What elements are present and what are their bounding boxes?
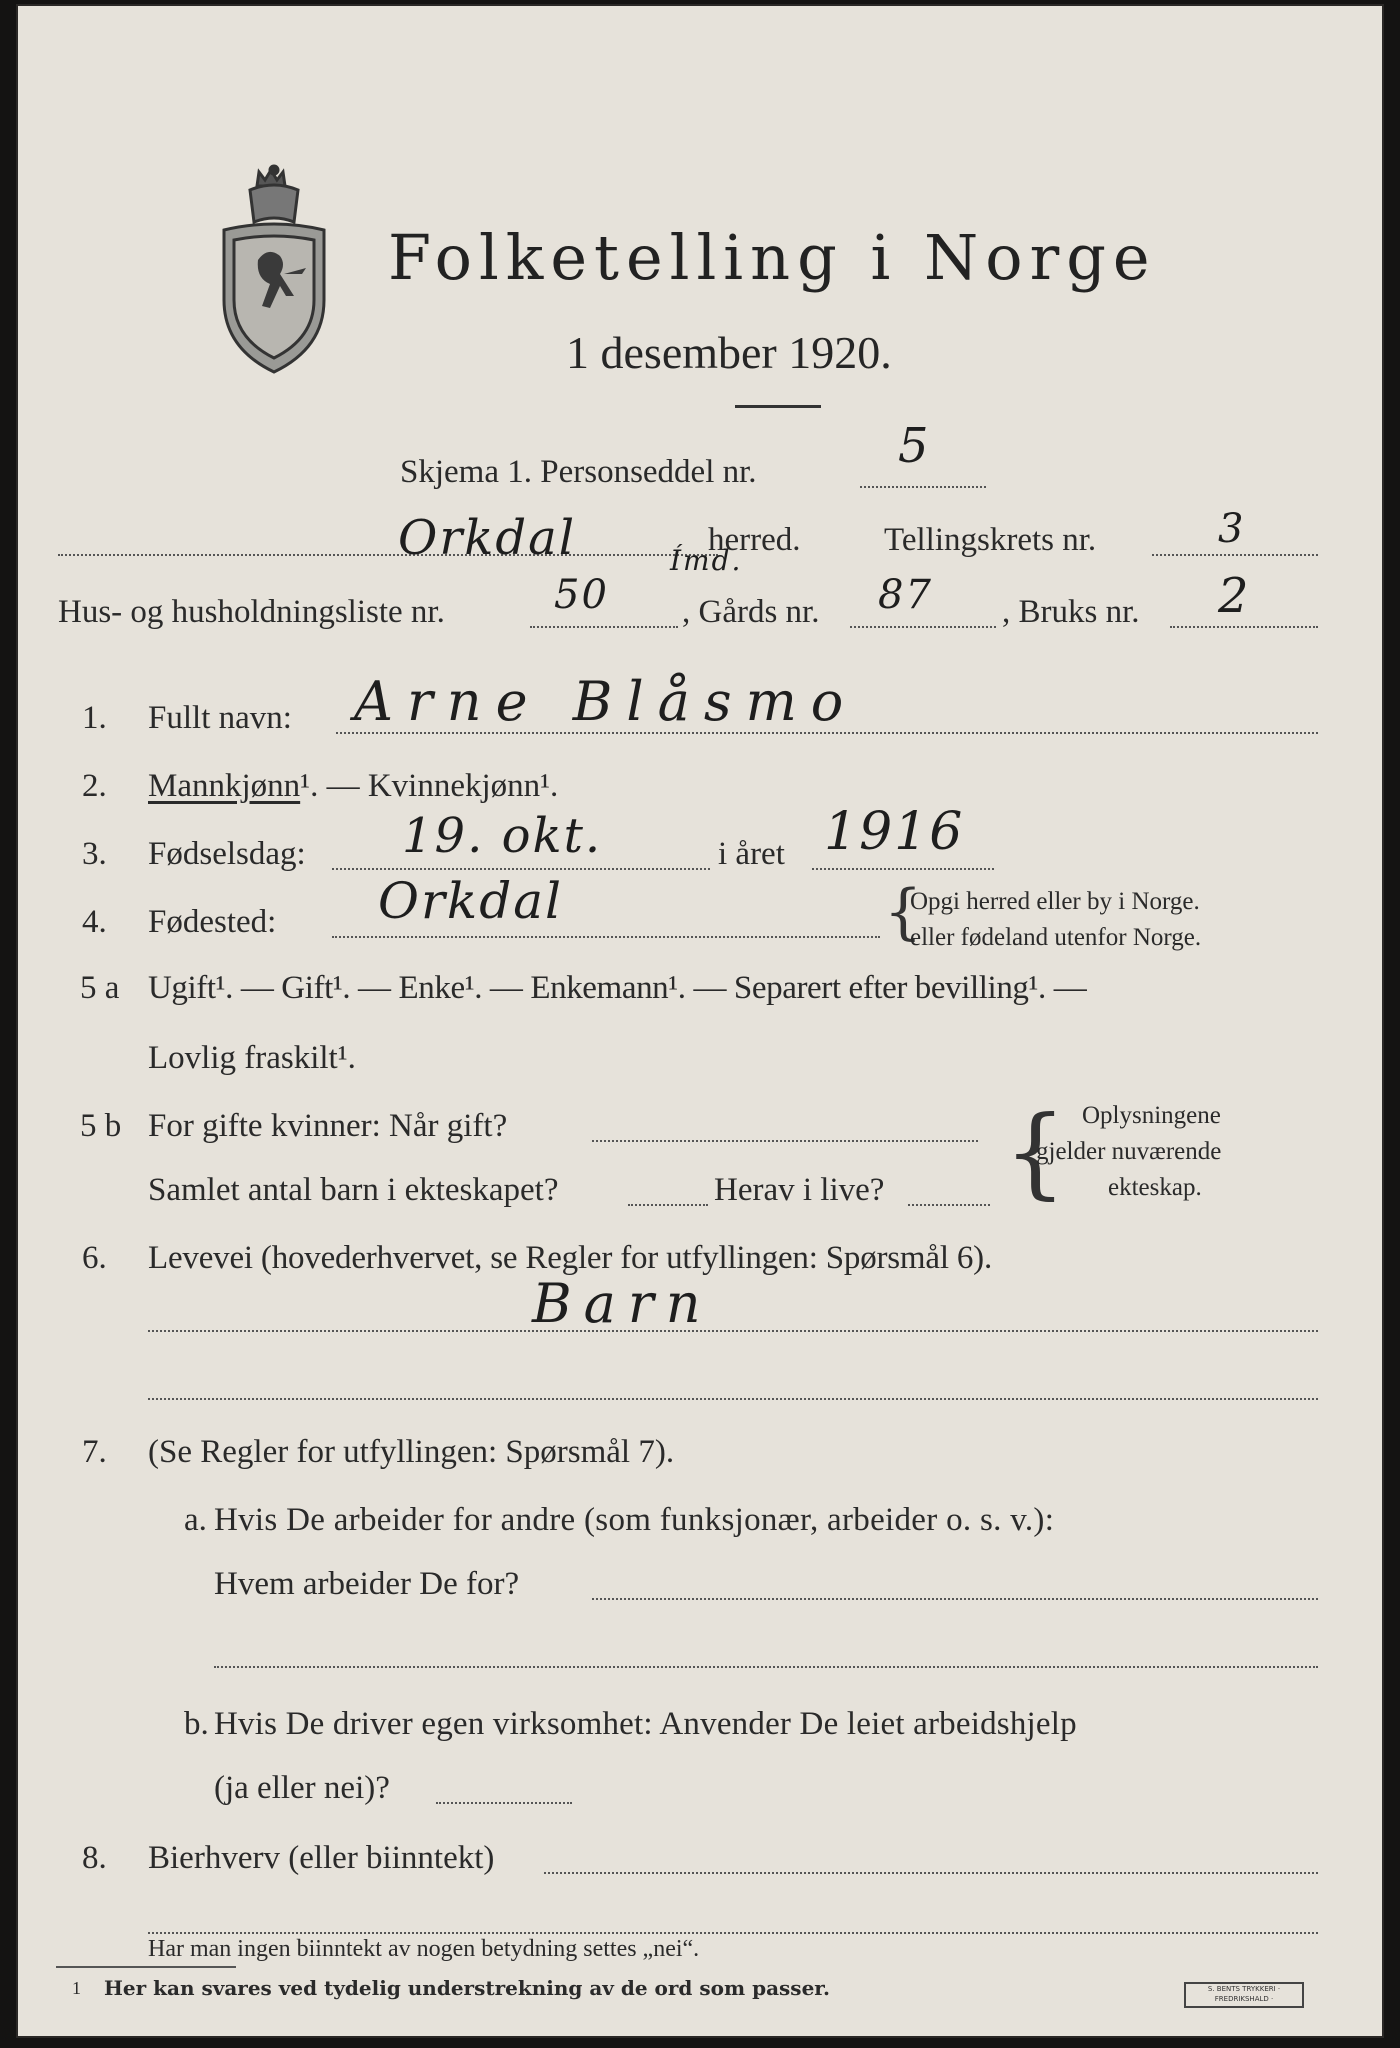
q4-note-line1: Opgi herred eller by i Norge. xyxy=(910,888,1200,915)
census-form xyxy=(18,6,1382,2036)
q3-value[interactable]: 19. okt. xyxy=(402,808,603,864)
q2-separator: ¹. — xyxy=(300,768,368,804)
q4-label: Fødested: xyxy=(148,904,277,940)
q4-value[interactable]: Orkdal xyxy=(378,872,563,930)
q5a-options-line2[interactable]: Lovlig fraskilt¹. xyxy=(148,1040,356,1076)
q4-field-line xyxy=(332,936,880,938)
gards-field-line xyxy=(850,626,996,628)
q6-label: Levevei (hovederhvervet, se Regler for utfyllingen: Spørsmål 6). xyxy=(148,1240,993,1276)
q1-value[interactable]: Arne Blåsmo xyxy=(354,670,858,733)
q7b-line1: Hvis De driver egen virksomhet: Anvender De leiet arbeidshjelp xyxy=(214,1706,1077,1742)
q3-label: Fødselsdag: xyxy=(148,836,306,872)
q7a-field-line2 xyxy=(214,1666,1318,1668)
q7a-field-line1 xyxy=(592,1598,1318,1600)
hus-value[interactable]: 50 xyxy=(554,572,609,618)
title-divider xyxy=(735,405,821,408)
q2-text xyxy=(148,768,558,805)
q7b-field-line xyxy=(436,1802,572,1804)
q3-year-field-line xyxy=(812,868,994,870)
q6-value[interactable]: Barn xyxy=(532,1272,713,1335)
q8-field-line1 xyxy=(544,1872,1318,1874)
q8-field-line2 xyxy=(148,1932,1318,1934)
q7-number: 7. xyxy=(82,1434,107,1470)
q8-label: Bierhverv (eller biinntekt) xyxy=(148,1840,495,1876)
q5a-options[interactable]: Ugift¹. — Gift¹. — Enke¹. — Enkemann¹. — Separert efter bevilling¹. — xyxy=(148,970,1087,1006)
q7a-line2: Hvem arbeider De for? xyxy=(214,1566,520,1602)
hus-field-line xyxy=(530,626,678,628)
tellingskrets-field-line xyxy=(1152,554,1318,556)
bruks-value[interactable]: 2 xyxy=(1218,568,1251,624)
q3-number: 3. xyxy=(82,836,107,872)
q6-number: 6. xyxy=(82,1240,107,1276)
q5b-brace: { xyxy=(1004,1096,1067,1210)
hus-label: Hus- og husholdningsliste nr. xyxy=(58,594,445,630)
form-title: Folketelling i Norge xyxy=(388,221,1157,294)
gards-label: , Gårds nr. xyxy=(682,594,820,630)
q4-brace: { xyxy=(884,877,923,947)
form-subtitle: 1 desember 1920. xyxy=(566,327,892,378)
q2-male-option[interactable]: Mannkjønn xyxy=(148,768,301,804)
herred-label: herred. xyxy=(708,522,801,558)
bruks-field-line xyxy=(1170,626,1318,628)
q5b-alive-field-line xyxy=(908,1204,990,1206)
q6-field-line1 xyxy=(148,1330,1318,1332)
skjema-label: Skjema 1. Personseddel nr. xyxy=(400,454,757,490)
herred-field-line xyxy=(58,554,718,556)
q8-note: Har man ingen biinntekt av nogen betydning settes „nei“. xyxy=(148,1936,700,1962)
q4-note-line2: eller fødeland utenfor Norge. xyxy=(910,924,1202,951)
q7a-line1: Hvis De arbeider for andre (som funksjonær, arbeider o. s. v.): xyxy=(214,1502,1055,1538)
q5b-note-line1: Oplysningene xyxy=(1082,1102,1221,1129)
q3-year-label: i året xyxy=(718,836,785,872)
q5b-children-field-line xyxy=(628,1204,708,1206)
q5b-note-line2: gjelder nuværende xyxy=(1036,1138,1222,1165)
tellingskrets-value[interactable]: 3 xyxy=(1218,506,1246,552)
bruks-label: , Bruks nr. xyxy=(1002,594,1140,630)
q5b-number: 5 b xyxy=(80,1108,122,1144)
q3-year-value[interactable]: 1916 xyxy=(824,802,965,862)
q1-number: 1. xyxy=(82,700,107,736)
footnote-mark: 1 xyxy=(72,1978,81,1998)
q7a-number: a. xyxy=(184,1502,207,1538)
q7b-number: b. xyxy=(184,1706,209,1742)
q4-number: 4. xyxy=(82,904,107,940)
gards-value[interactable]: 87 xyxy=(878,572,933,618)
q1-label: Fullt navn: xyxy=(148,700,292,736)
q5b-line2a: Samlet antal barn i ekteskapet? xyxy=(148,1172,559,1208)
q5b-line2b: Herav i live? xyxy=(714,1172,885,1208)
q5b-line1: For gifte kvinner: Når gift? xyxy=(148,1108,508,1144)
q2-number: 2. xyxy=(82,768,107,804)
skjema-field-line xyxy=(860,486,986,488)
q6-field-line2 xyxy=(148,1398,1318,1400)
q8-number: 8. xyxy=(82,1840,107,1876)
q3-field-line xyxy=(332,868,710,870)
q5b-note-line3: ekteskap. xyxy=(1108,1174,1202,1201)
gards-note: Ímd. xyxy=(670,544,743,577)
q5b-married-field-line xyxy=(592,1140,978,1142)
footnote-rule xyxy=(56,1966,236,1968)
printer-stamp: S. BENTS TRYKKERI · FREDRIKSHALD · xyxy=(1184,1982,1304,2008)
q7-label: (Se Regler for utfyllingen: Spørsmål 7). xyxy=(148,1434,675,1470)
footnote-text: Her kan svares ved tydelig understrekning av de ord som passer. xyxy=(104,1976,830,2000)
tellingskrets-label: Tellingskrets nr. xyxy=(884,522,1097,558)
q7b-line2: (ja eller nei)? xyxy=(214,1770,390,1806)
herred-value[interactable]: Orkdal xyxy=(398,510,577,566)
q2-end: ¹. xyxy=(540,768,559,804)
norway-coat-of-arms-icon xyxy=(214,164,334,376)
q5a-number: 5 a xyxy=(80,970,120,1006)
q2-female-option[interactable]: Kvinnekjønn xyxy=(367,768,541,804)
skjema-value[interactable]: 5 xyxy=(898,418,931,474)
